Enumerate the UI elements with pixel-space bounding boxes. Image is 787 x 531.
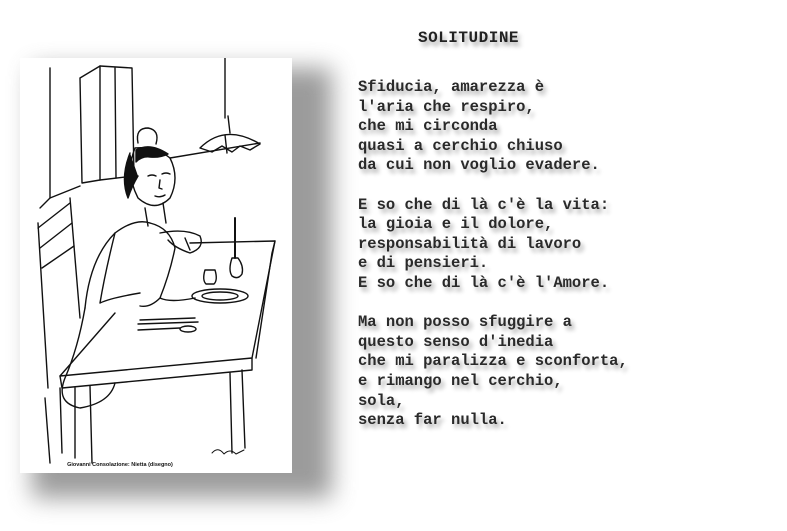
poem-line: che mi circonda (358, 117, 498, 136)
illustration (20, 58, 292, 473)
illustration-caption: Giovanni Consolazione: Nietta (disegno) (67, 462, 173, 468)
poem-line: E so che di là c'è l'Amore. (358, 273, 610, 292)
poem-body (358, 78, 628, 450)
poem-line: la gioia e il dolore, (358, 215, 554, 234)
poem-line: che mi paralizza e sconforta, (358, 352, 628, 371)
poem-line: responsabilità di lavoro (358, 234, 582, 253)
poem-line: sola, (358, 391, 405, 410)
poem-line: da cui non voglio evadere. (358, 156, 600, 175)
poem-stanza (358, 196, 628, 294)
poem-line: senza far nulla. (358, 411, 507, 430)
poem-stanza (358, 313, 628, 431)
poem-line: e rimango nel cerchio, (358, 371, 563, 390)
poem-line: questo senso d'inedia (358, 332, 554, 351)
woman-at-table-drawing-icon (20, 58, 292, 473)
poem-line: Sfiducia, amarezza è (358, 78, 545, 96)
poem-line: l'aria che respiro, (358, 97, 535, 116)
poem-stanza (358, 78, 628, 176)
poem-line: e di pensieri. (358, 254, 489, 273)
poem-line: quasi a cerchio chiuso (358, 136, 563, 155)
poem-line: Ma non posso sfuggire a (358, 313, 572, 332)
poem-title: SOLITUDINE (418, 29, 520, 47)
poem-line: E so che di là c'è la vita: (358, 195, 610, 214)
